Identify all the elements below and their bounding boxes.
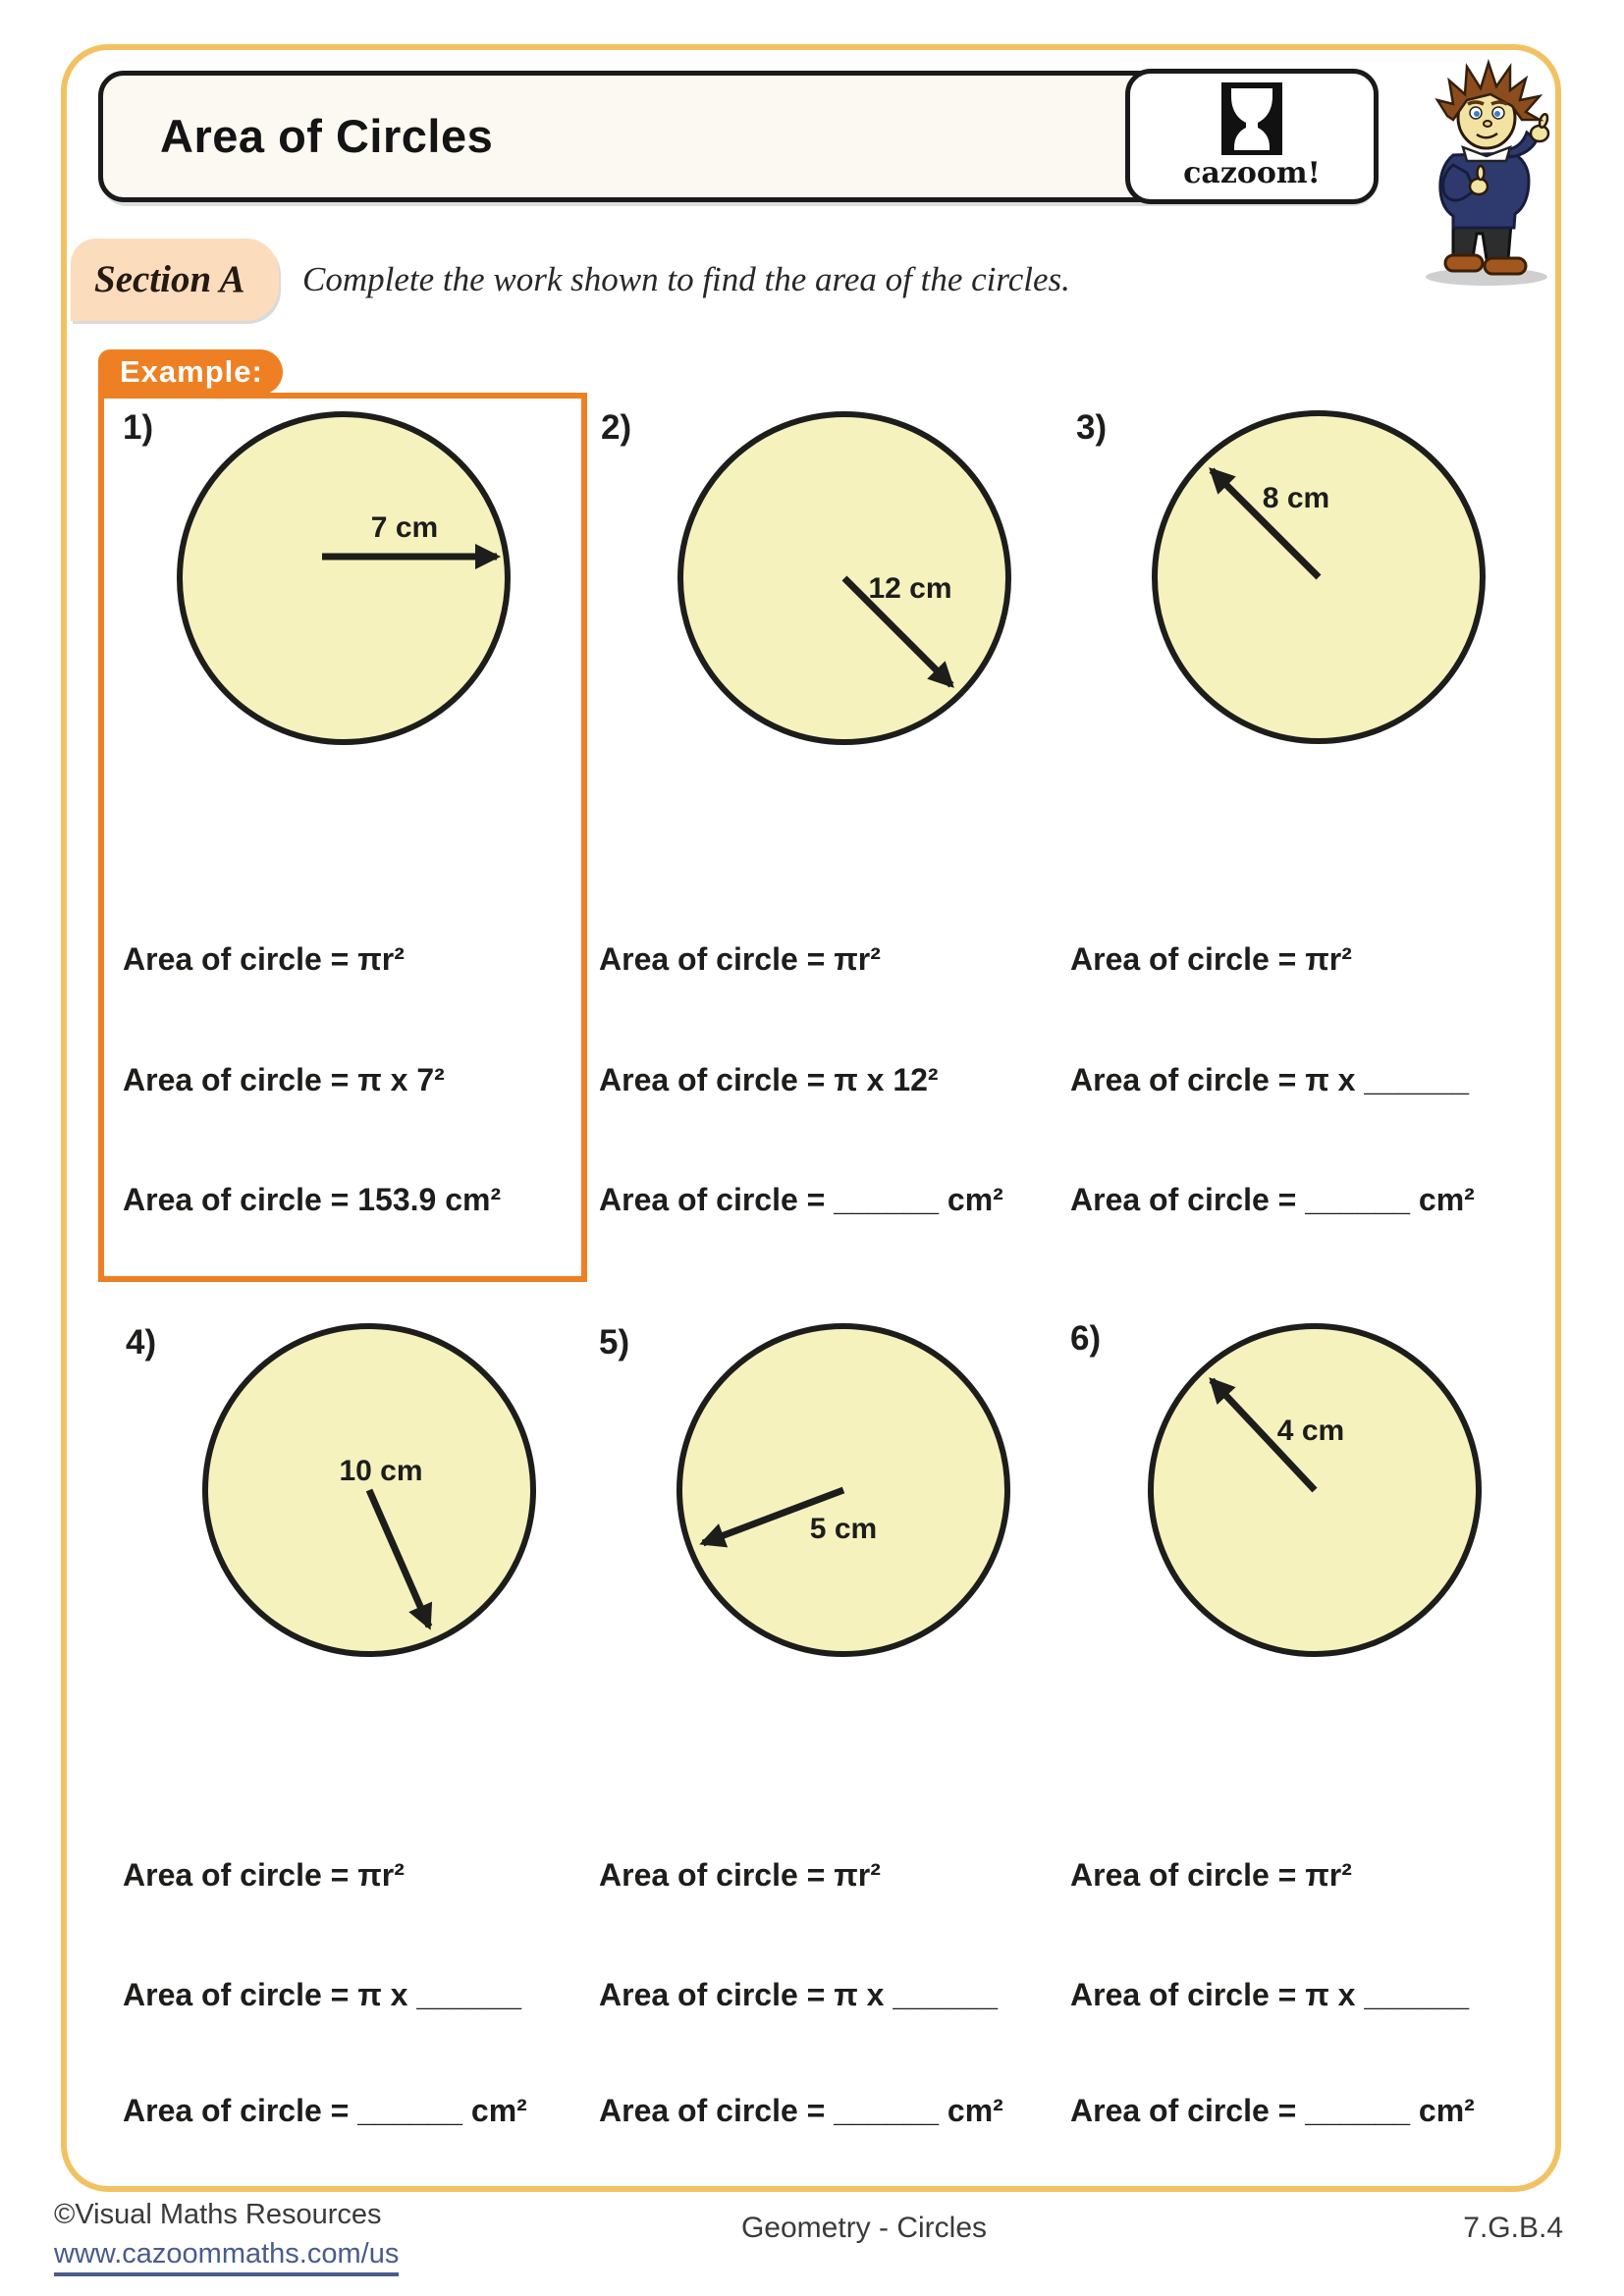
p1-work-1: Area of circle = πr² bbox=[123, 941, 405, 977]
p4-work-1: Area of circle = πr² bbox=[123, 1857, 405, 1893]
radius-label: 4 cm bbox=[1276, 1415, 1345, 1447]
circle-figure-2 bbox=[676, 409, 1013, 747]
p3-work-3: Area of circle = ______ cm² bbox=[1070, 1182, 1475, 1217]
mascot-shoe-left bbox=[1445, 255, 1483, 271]
circle-figure-3 bbox=[1150, 408, 1488, 746]
mascot-brow-left bbox=[1468, 102, 1484, 104]
problem-4-number: 4) bbox=[126, 1323, 157, 1362]
radius-label: 7 cm bbox=[370, 511, 439, 544]
logo-wordmark: cazoom! bbox=[1183, 156, 1321, 190]
section-a-instruction: Complete the work shown to find the area of the circles. bbox=[302, 260, 1070, 298]
example-tab-text: Example: bbox=[120, 354, 263, 389]
p2-work-1: Area of circle = πr² bbox=[599, 941, 881, 977]
problem-2-number: 2) bbox=[601, 408, 632, 447]
circle-figure-1 bbox=[175, 409, 513, 747]
drum-icon bbox=[1221, 82, 1282, 155]
p3-work-2: Area of circle = π x ______ bbox=[1070, 1062, 1470, 1097]
example-tab bbox=[98, 349, 283, 395]
p6-work-1: Area of circle = πr² bbox=[1070, 1857, 1352, 1893]
problem-1-number: 1) bbox=[123, 408, 154, 447]
circle-figure-6 bbox=[1146, 1321, 1484, 1659]
mascot-thumb-left bbox=[1478, 166, 1485, 180]
mascot-nose bbox=[1484, 121, 1491, 127]
problem-6-number: 6) bbox=[1070, 1319, 1102, 1358]
mascot-iris-left bbox=[1474, 111, 1480, 117]
mascot-shoe-right bbox=[1485, 258, 1526, 274]
p6-work-3: Area of circle = ______ cm² bbox=[1070, 2093, 1475, 2128]
circle-figure-5 bbox=[675, 1321, 1012, 1659]
cazoom-logo bbox=[1125, 69, 1379, 204]
p1-work-3: Area of circle = 153.9 cm² bbox=[123, 1182, 502, 1217]
radius-label: 8 cm bbox=[1262, 482, 1330, 514]
radius-label: 12 cm bbox=[868, 572, 952, 605]
page-title: Area of Circles bbox=[160, 110, 494, 162]
p2-work-3: Area of circle = ______ cm² bbox=[599, 1182, 1003, 1217]
footer-topic: Geometry - Circles bbox=[740, 2212, 988, 2244]
p5-work-2: Area of circle = π x ______ bbox=[599, 1977, 999, 2012]
footer-standard-code: 7.G.B.4 bbox=[1463, 2212, 1563, 2244]
radius-label: 5 cm bbox=[809, 1513, 878, 1545]
section-a-text: Section A bbox=[94, 258, 245, 300]
radius-label: 10 cm bbox=[339, 1455, 423, 1487]
mascot-hand-left bbox=[1470, 179, 1488, 194]
problem-3-number: 3) bbox=[1076, 408, 1108, 447]
problem-5-number: 5) bbox=[599, 1323, 630, 1362]
mascot-brow-right bbox=[1491, 102, 1507, 104]
mascot-iris-right bbox=[1494, 111, 1500, 117]
p5-work-3: Area of circle = ______ cm² bbox=[599, 2093, 1003, 2128]
p2-work-2: Area of circle = π x 12² bbox=[599, 1062, 939, 1097]
p4-work-2: Area of circle = π x ______ bbox=[123, 1977, 522, 2012]
footer-website-link[interactable]: www.cazoommaths.com/us bbox=[54, 2238, 399, 2276]
p3-work-1: Area of circle = πr² bbox=[1070, 941, 1352, 977]
p5-work-1: Area of circle = πr² bbox=[599, 1857, 881, 1893]
p1-work-2: Area of circle = π x 7² bbox=[123, 1062, 445, 1097]
section-a-label bbox=[71, 239, 279, 321]
footer-copyright: ©Visual Maths Resources bbox=[54, 2199, 382, 2230]
p4-work-3: Area of circle = ______ cm² bbox=[123, 2093, 527, 2128]
mascot-boy-illustration bbox=[1396, 55, 1561, 289]
p6-work-2: Area of circle = π x ______ bbox=[1070, 1977, 1470, 2012]
circle-figure-4 bbox=[200, 1321, 538, 1659]
circle-shape bbox=[180, 414, 508, 742]
mascot-hand-right bbox=[1531, 126, 1548, 141]
